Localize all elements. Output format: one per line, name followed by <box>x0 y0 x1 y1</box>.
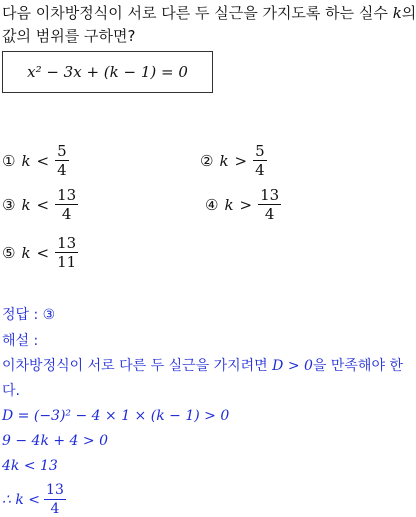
option-var: k <box>21 151 31 170</box>
solution-step-3: 4k < 13 <box>2 458 58 474</box>
option-2[interactable] <box>200 143 267 178</box>
answer-label: 정답 : ③ <box>2 307 56 323</box>
option-fraction: $\frac{5}{4}$ <box>57 142 67 179</box>
option-var: k <box>219 151 229 170</box>
option-var: k <box>224 195 234 214</box>
option-rel: < <box>36 151 50 170</box>
option-rel: > <box>234 151 248 170</box>
explanation-line-2: 다. <box>2 383 20 399</box>
option-1[interactable] <box>2 143 69 178</box>
option-4[interactable] <box>205 187 281 222</box>
solution-step-1: D = (−3)² − 4 × 1 × (k − 1) > 0 <box>2 408 230 424</box>
option-rel: < <box>36 243 50 262</box>
option-rel: > <box>239 195 253 214</box>
option-fraction: $\frac{13}{4}$ <box>260 186 280 223</box>
option-fraction: $\frac{13}{11}$ <box>57 234 77 271</box>
question-line-1: 다음 이차방정식이 서로 다른 두 실근을 가지도록 하는 실수 k의 <box>2 4 416 22</box>
question-line-2: 값의 범위를 구하면? <box>2 27 136 45</box>
equation: x² − 3x + (k − 1) = 0 <box>27 63 188 81</box>
option-rel: < <box>36 195 50 214</box>
option-marker: ③ <box>2 195 16 214</box>
solution-final: ∴ k < $\frac{13}{4}$ <box>2 482 64 517</box>
option-marker: ② <box>200 151 214 170</box>
equation-box <box>2 51 213 93</box>
option-5[interactable] <box>2 235 78 270</box>
option-var: k <box>21 243 31 262</box>
explanation-line-1: 이차방정식이 서로 다른 두 실근을 가지려면 D > 0을 만족해야 한 <box>2 358 403 374</box>
explanation-label: 해설 : <box>2 333 39 349</box>
solution-step-2: 9 − 4k + 4 > 0 <box>2 433 109 449</box>
option-3[interactable] <box>2 187 78 222</box>
option-marker: ④ <box>205 195 219 214</box>
option-fraction: $\frac{13}{4}$ <box>57 186 77 223</box>
option-fraction: $\frac{5}{4}$ <box>255 142 265 179</box>
option-var: k <box>21 195 31 214</box>
option-marker: ① <box>2 151 16 170</box>
option-marker: ⑤ <box>2 243 16 262</box>
